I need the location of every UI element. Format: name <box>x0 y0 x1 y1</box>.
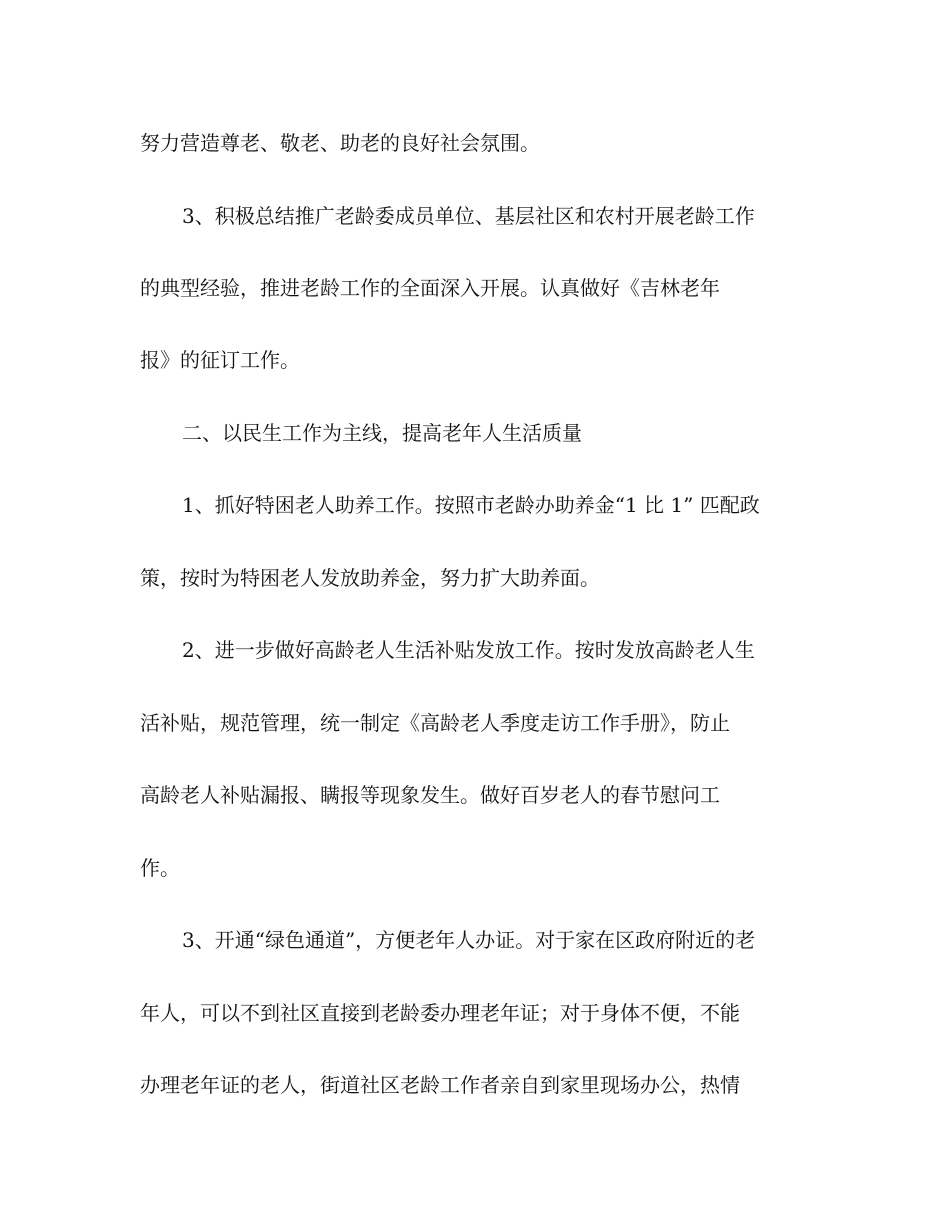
paragraph-line: 作。 <box>140 856 180 880</box>
paragraph-line: 1、抓好特困老人助养工作。按照市老龄办助养金“1 比 1” 匹配政 <box>182 493 760 517</box>
paragraph-line: 办理老年证的老人，街道社区老龄工作者亲自到家里现场办公，热情 <box>140 1073 740 1097</box>
paragraph-line: 3、积极总结推广老龄委成员单位、基层社区和农村开展老龄工作 <box>182 204 755 228</box>
paragraph-line: 报》的征订工作。 <box>140 348 300 372</box>
section-heading: 二、以民生工作为主线，提高老年人生活质量 <box>182 421 582 445</box>
paragraph-line: 3、开通“绿色通道”，方便老年人办证。对于家在区政府附近的老 <box>182 928 756 952</box>
paragraph-line: 的典型经验，推进老龄工作的全面深入开展。认真做好《吉林老年 <box>140 276 720 300</box>
paragraph-line: 高龄老人补贴漏报、瞒报等现象发生。做好百岁老人的春节慰问工 <box>140 783 720 807</box>
paragraph-line: 活补贴，规范管理，统一制定《高龄老人季度走访工作手册》，防止 <box>140 711 730 735</box>
paragraph-line: 年人，可以不到社区直接到老龄委办理老年证；对于身体不便，不能 <box>140 1001 740 1025</box>
paragraph-line: 努力营造尊老、敬老、助老的良好社会氛围。 <box>140 131 540 155</box>
paragraph-line: 策，按时为特困老人发放助养金，努力扩大助养面。 <box>140 566 600 590</box>
paragraph-line: 2、进一步做好高龄老人生活补贴发放工作。按时发放高龄老人生 <box>182 638 755 662</box>
